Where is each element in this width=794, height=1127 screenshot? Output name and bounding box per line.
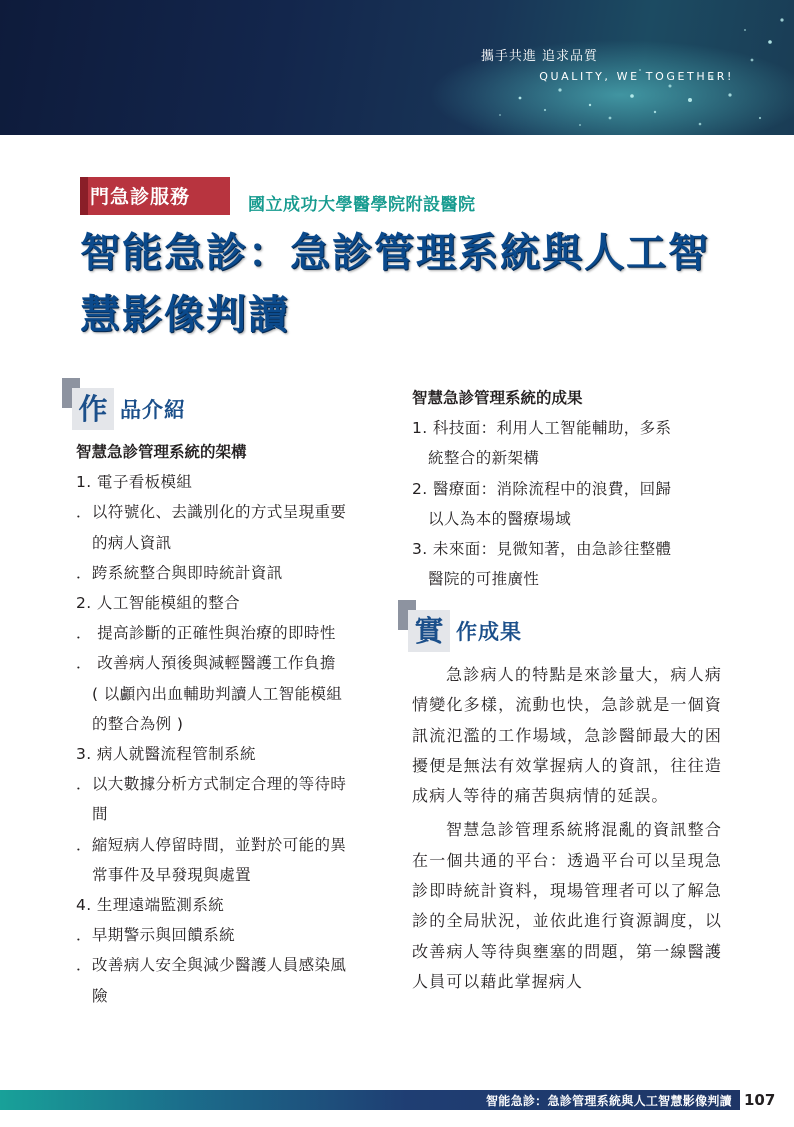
- list-item: 間: [92, 805, 108, 824]
- footer-running-title: 智能急診：急診管理系統與人工智慧影像判讀: [485, 1094, 732, 1108]
- list-item: 統整合的新架構: [428, 449, 540, 468]
- list-item: ．以符號化、去識別化的方式呈現重要: [76, 503, 347, 522]
- list-item: ( 以顱內出血輔助判讀人工智能模組: [92, 684, 343, 703]
- list-item: 3. 未來面：見微知著，由急診往整體: [412, 540, 672, 559]
- category-tag-edge: [80, 177, 88, 215]
- list-item: 4. 生理遠端監測系統: [76, 896, 225, 915]
- list-item: 常事件及早發現與處置: [92, 865, 252, 884]
- list-item: 的整合為例 ): [92, 714, 184, 733]
- article-title-line-1: 智能急診：急診管理系統與人工智: [80, 229, 710, 276]
- section-header-initial: 實: [408, 610, 450, 652]
- article-title: [80, 222, 760, 346]
- list-item: ．跨系統整合與即時統計資訊: [76, 563, 283, 582]
- outcome-column: [412, 660, 722, 997]
- section-header-text: 作成果: [456, 620, 522, 644]
- list-item: ． 提高診斷的正確性與治療的即時性: [76, 624, 336, 643]
- list-item: 2. 醫療面：消除流程中的浪費，回歸: [412, 479, 672, 498]
- results-column: [412, 383, 732, 594]
- list-item: ．早期警示與回饋系統: [76, 926, 236, 945]
- hospital-name: 國立成功大學醫學院附設醫院: [248, 195, 476, 215]
- list-item: ．改善病人安全與減少醫護人員感染風: [76, 956, 347, 975]
- outcome-paragraph-1: 急診病人的特點是來診量大，病人病情變化多樣，流動也快，急診就是一個資訊流氾濫的工作場域，急診醫師最大的困擾便是無法有效掌握病人的資訊，往往造成病人等待的痛苦與病情的延誤。: [412, 665, 722, 806]
- top-banner: [0, 0, 794, 135]
- category-tag: 門急診服務: [80, 177, 230, 215]
- results-subheading: 智慧急診管理系統的成果: [412, 389, 583, 407]
- banner-sparkle-decoration: [0, 0, 794, 135]
- list-item: 1. 電子看板模組: [76, 473, 193, 492]
- list-item: 3. 病人就醫流程管制系統: [76, 745, 256, 764]
- section-header-text: 品介紹: [120, 398, 186, 422]
- outcome-paragraph-2: 智慧急診管理系統將混亂的資訊整合在一個共通的平台：透過平台可以呈現急診即時統計資料，現場管理者可以了解急診的全局狀況，並依此進行資源調度，以改善病人等待與壅塞的問題，第一線醫護人員可以藉此掌握病人: [412, 820, 722, 991]
- banner-slogan-chinese: 攜手共進 追求品質: [480, 49, 598, 64]
- list-item: ． 改善病人預後與減輕醫護工作負擔: [76, 654, 336, 673]
- list-item: 1. 科技面：利用人工智能輔助，多系: [412, 419, 672, 438]
- intro-subheading: 智慧急診管理系統的架構: [76, 443, 247, 461]
- list-item: 醫院的可推廣性: [428, 570, 540, 589]
- section-header-initial: 作: [72, 388, 114, 430]
- banner-slogan-english: QUALITY, WE TOGETHER!: [539, 70, 734, 83]
- section-header-outcome: [398, 600, 598, 646]
- list-item: 的病人資訊: [92, 533, 172, 552]
- section-header-intro: [62, 378, 262, 424]
- intro-column: [76, 437, 396, 1011]
- list-item: 險: [92, 986, 108, 1005]
- list-item: ．以大數據分析方式制定合理的等待時: [76, 775, 347, 794]
- list-item: 2. 人工智能模組的整合: [76, 594, 241, 613]
- article-title-line-2: 慧影像判讀: [80, 291, 290, 338]
- page-number: 107: [744, 1091, 776, 1109]
- list-item: 以人為本的醫療場域: [428, 509, 572, 528]
- list-item: ．縮短病人停留時間，並對於可能的異: [76, 835, 347, 854]
